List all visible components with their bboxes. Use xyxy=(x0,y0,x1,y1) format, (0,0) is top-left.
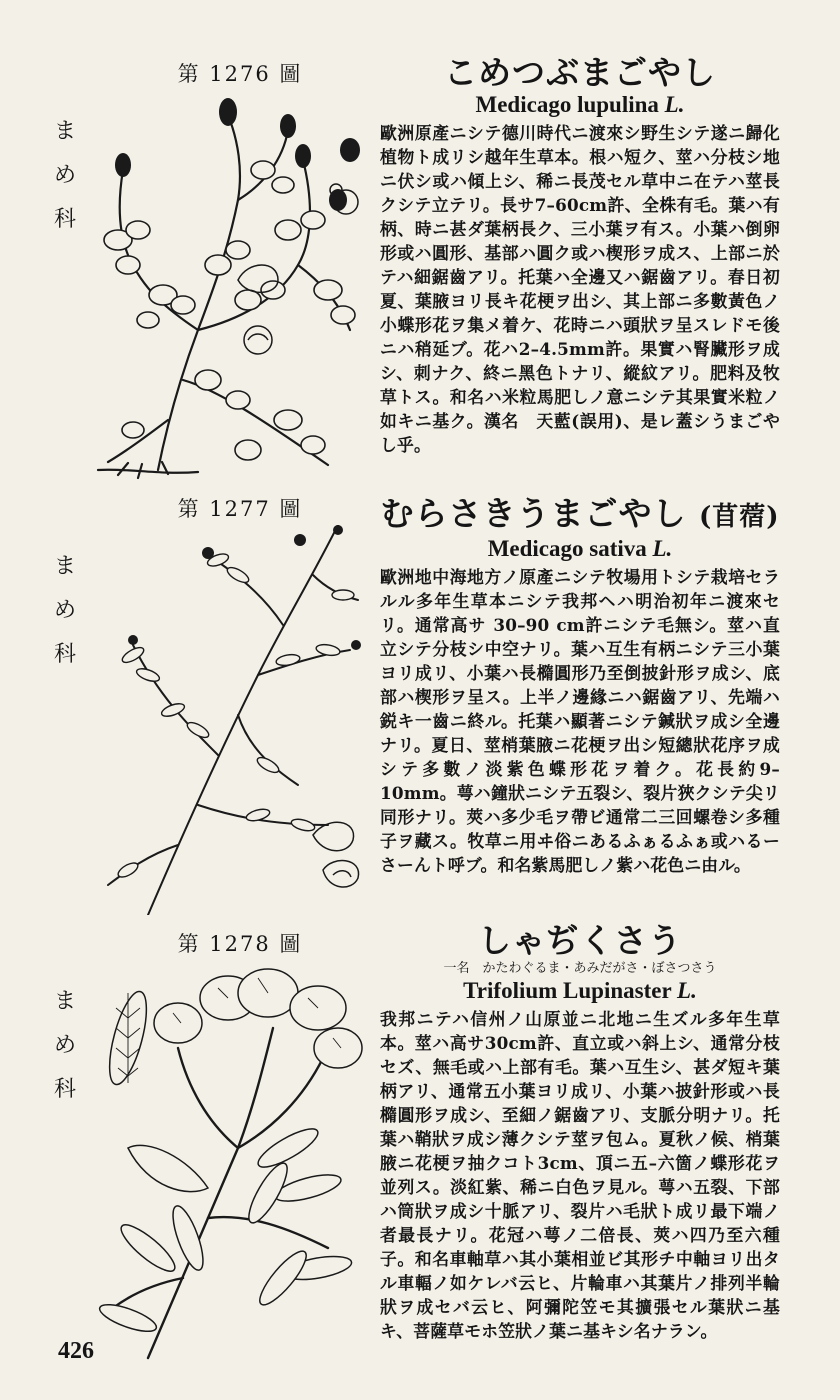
plant-illustration xyxy=(88,948,370,1368)
scientific-name: Trifolium Lupinaster L. xyxy=(463,978,697,1003)
medicago-sativa-drawing xyxy=(88,525,370,915)
entry-medicago-sativa xyxy=(0,485,840,915)
figure-label: 第 1276 圖 xyxy=(177,62,303,86)
trifolium-lupinaster-drawing xyxy=(88,948,370,1368)
scientific-name: Medicago lupulina L. xyxy=(475,92,685,117)
plant-illustration xyxy=(88,525,370,915)
medicago-lupulina-drawing xyxy=(88,90,370,480)
family-label: ま め 科 xyxy=(53,554,76,667)
family-label: ま め 科 xyxy=(53,989,76,1102)
plant-illustration xyxy=(88,90,370,480)
japanese-name: しゃぢくさう xyxy=(478,921,682,960)
description: 歐洲原產ニシテ德川時代ニ渡來シ野生シテ遂ニ歸化植物ト成リシ越年生草本。根ハ短ク、莖ハ分枝シ地ニ伏シ或ハ傾上シ、稀ニ長茂セル草中ニ在テハ莖長クシテ立テリ。長サ7–60cm許、全株有毛。葉ハ有柄、時ニ甚ダ葉柄長ク、三小葉ヲ有ス。小葉ハ倒卵形或ハ圓形、基部ハ圓ク或ハ楔形ヲ成ス、上部ニ於テハ細鋸齒アリ。托葉ハ全邊又ハ鋸齒アリ。春日初夏、葉腋ヨリ長キ花梗ヲ出シ、其上部ニ多數黃色ノ小蝶形花ヲ集メ着ケ、花時ニハ頭狀ヲ呈スレドモ後ニハ稍延ブ。花ハ2–4.5mm許。果實ハ腎臟形ヲ成シ、刺ナク、終ニ黑色トナリ、縱紋アリ。肥料及牧草トス。和名ハ米粒馬肥しノ意ニシテ其果實米粒ノ如キニ基ク。漢名 天藍(誤用)、是レ蓋シうまごやし乎。 xyxy=(380,123,780,455)
entry-trifolium-lupinaster xyxy=(0,920,840,1365)
japanese-name: むらさきうまごやし (苜蓿) xyxy=(380,494,780,533)
figure-label: 第 1277 圖 xyxy=(177,497,303,521)
page-number: 426 xyxy=(58,1338,94,1364)
alternative-names: 一名 かたわぐるま・あみだがさ・ぼさつさう xyxy=(443,961,717,976)
family-label: ま め 科 xyxy=(53,119,76,232)
description: 歐洲地中海地方ノ原產ニシテ牧場用トシテ栽培セラルル多年生草本ニシテ我邦ヘハ明治初年ニ渡來セリ。通常高サ 30–90 cm許ニシテ毛無シ。莖ハ直立シテ分枝シ中空ナリ。葉ハ互生有柄ニシテ三小葉ヨリ成リ、小葉ハ長橢圓形乃至倒披針形ヲ成シ、底部ハ楔形ヲ呈ス。上半ノ邊緣ニハ鋸齒アリ、先端ハ鋭キ一齒ニ終ル。托葉ハ顯著ニシテ鍼狀ヲ成シ全邊ナリ。夏日、莖梢葉腋ニ花梗ヲ出シ短總狀花序ヲ成シテ多數ノ淡紫色蝶形花ヲ着ク。花長約9–10mm。萼ハ鐘狀ニシテ五裂シ、裂片狹クシテ尖リ同形ナリ。莢ハ多少毛ヲ帶ビ通常二三回螺卷シ多種子ヲ藏ス。牧草ニ用ヰ俗ニあるふぁるふぁ或ハるーさーんト呼ブ。和名紫馬肥しノ紫ハ花色ニ由ル。 xyxy=(380,567,780,875)
scientific-name: Medicago sativa L. xyxy=(487,536,673,561)
figure-label: 第 1278 圖 xyxy=(177,932,303,956)
entry-text xyxy=(380,54,780,457)
entry-text xyxy=(380,495,780,877)
entry-medicago-lupulina xyxy=(0,50,840,480)
entry-text xyxy=(380,922,780,1343)
description: 我邦ニテハ信州ノ山原並ニ北地ニ生ズル多年生草本。莖ハ高サ30cm許、直立或ハ斜上シ、通常分枝セズ、無毛或ハ上部有毛。葉ハ互生シ、甚ダ短キ葉柄アリ、通常五小葉ヨリ成リ、小葉ハ披針形或ハ長橢圓形ヲ成シ、至細ノ鋸齒アリ、支脈分明ナリ。托葉ハ鞘狀ヲ成シ薄クシテ莖ヲ包ム。夏秋ノ候、梢葉腋ニ花梗ヲ抽クコト3cm、頂ニ五–六箇ノ蝶形花ヲ並列ス。淡紅紫、稀ニ白色ヲ見ル。萼ハ五裂、下部ハ筒狀ヲ成シ十脈アリ、裂片ハ毛狀ト成リ最下端ノ者最長ナリ。花冠ハ萼ノ二倍長、莢ハ四乃至六種子。和名車軸草ハ其小葉相並ビ其形チ中軸ヨリ出タル車輻ノ如ケレバ云ヒ、片輪車ハ其葉片ノ排列半輪狀ヲ成セバ云ヒ、阿彌陀笠モ其擴張セル葉狀ニ基キ、菩薩草モホ笠狀ノ葉ニ基キシ名ナラン。 xyxy=(380,1009,780,1341)
japanese-name: こめつぶまごやし xyxy=(444,53,716,92)
